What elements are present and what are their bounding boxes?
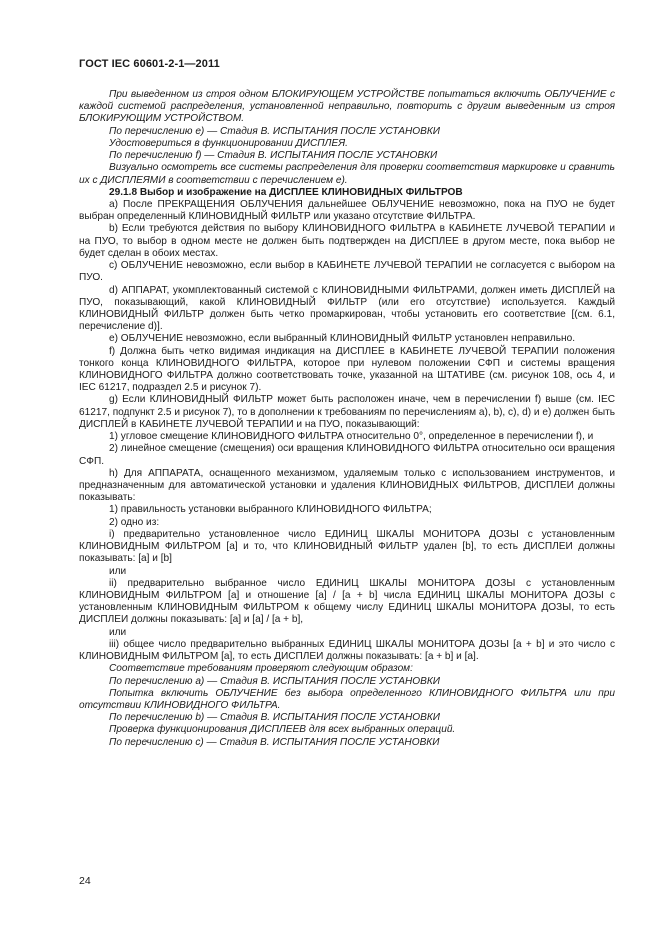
paragraph: 2) линейное смещение (смещения) оси вращения КЛИНОВИДНОГО ФИЛЬТРА относительно оси вращения СФП.: [79, 443, 615, 467]
paragraph: По перечислению f) — Стадия В. ИСПЫТАНИЯ ПОСЛЕ УСТАНОВКИ: [109, 150, 438, 162]
paragraph: или: [109, 626, 127, 638]
paragraph: 1) правильность установки выбранного КЛИНОВИДНОГО ФИЛЬТРА;: [109, 504, 432, 516]
paragraph: 1) угловое смещение КЛИНОВИДНОГО ФИЛЬТРА относительно 0°, определенное в перечислении f), и: [109, 431, 594, 443]
paragraph: h) Для АППАРАТА, оснащенного механизмом, удаляемым только с использованием инструментов, и предназначенным для автоматической установки и удаления КЛИНОВИДНЫХ ФИЛЬТРОВ, ДИСПЛЕИ должны показывать:: [79, 467, 615, 504]
paragraph: Попытка включить ОБЛУЧЕНИЕ без выбора определенного КЛИНОВИДНОГО ФИЛЬТРА или при отсутствии КЛИНОВИДНОГО ФИЛЬТРА.: [79, 687, 615, 711]
paragraph: Удостовериться в функционировании ДИСПЛЕЯ.: [109, 137, 348, 149]
document-header: ГОСТ IEC 60601-2-1—2011: [79, 58, 220, 70]
paragraph: Визуально осмотреть все системы распределения для проверки соответствия маркировке и сравнить их с ДИСПЛЕЯМИ в соответствии с перечислением e).: [79, 162, 615, 186]
paragraph: c) ОБЛУЧЕНИЕ невозможно, если выбор в КАБИНЕТЕ ЛУЧЕВОЙ ТЕРАПИИ не согласуется с выбором на ПУО.: [79, 260, 615, 284]
paragraph: ii) предварительно выбранное число ЕДИНИЦ ШКАЛЫ МОНИТОРА ДОЗЫ с установленным КЛИНОВИДНЫМ ФИЛЬТРОМ [a] и отношение [a] / [a + b] числа ЕДИНИЦ ШКАЛЫ МОНИТОРА ДОЗЫ с установленным КЛИНОВИДНЫМ ФИЛЬТРОМ к общему числу ЕДИНИЦ ШКАЛЫ МОНИТОРА ДОЗЫ, то есть ДИСПЛЕИ должны показывать: [a] и [a] / [a + b],: [79, 577, 615, 626]
paragraph: iii) общее число предварительно выбранных ЕДИНИЦ ШКАЛЫ МОНИТОРА ДОЗЫ [a + b] и это число с КЛИНОВИДНЫМ ФИЛЬТРОМ [a], то есть ДИСПЛЕИ должны показывать: [a + b] и [a].: [79, 638, 615, 663]
document-body: [79, 89, 615, 749]
paragraph: f) Должна быть четко видимая индикация на ДИСПЛЕЕ в КАБИНЕТЕ ЛУЧЕВОЙ ТЕРАПИИ положения тонкого конца КЛИНОВИДНОГО ФИЛЬТРА, которое при нулевом положении СФП и системы вращения КЛИНОВИДНОГО ФИЛЬТРА должно соответствовать точке, указанной на ШТАТИВЕ (см. рисунок 108, ось 4, и IEC 61217, подраздел 2.5 и рисунок 7).: [79, 345, 615, 394]
paragraph: Проверка функционирования ДИСПЛЕЕВ для всех выбранных операций.: [109, 724, 456, 736]
paragraph: По перечислению c) — Стадия В. ИСПЫТАНИЯ ПОСЛЕ УСТАНОВКИ: [109, 736, 440, 748]
paragraph: По перечислению b) — Стадия В. ИСПЫТАНИЯ ПОСЛЕ УСТАНОВКИ: [109, 712, 441, 724]
page-number: 24: [79, 875, 91, 887]
paragraph: d) АППАРАТ, укомплектованный системой с КЛИНОВИДНЫМИ ФИЛЬТРАМИ, должен иметь ДИСПЛЕЙ на ПУО, показывающий, какой КЛИНОВИДНЫЙ ФИЛЬТР (или его отсутствие) используется. Каждый КЛИНОВИДНЫЙ ФИЛЬТР должен быть четко промаркирован, чтобы установить его соответствие [(см. 6.1, перечисление d)].: [79, 284, 615, 333]
paragraph: b) Если требуются действия по выбору КЛИНОВИДНОГО ФИЛЬТРА в КАБИНЕТЕ ЛУЧЕВОЙ ТЕРАПИИ и на ПУО, то выбор в одном месте не должен быть подтвержден на ДИСПЛЕЕ в другом месте, пока выбор не будет сделан в обоих местах.: [79, 223, 615, 259]
paragraph: При выведенном из строя одном БЛОКИРУЮЩЕМ УСТРОЙСТВЕ попытаться включить ОБЛУЧЕНИЕ с каждой системой распределения, установленной неправильно, повторить с другим выведенным из строя БЛОКИРУЮЩИМ УСТРОЙСТВОМ.: [79, 89, 615, 125]
paragraph: e) ОБЛУЧЕНИЕ невозможно, если выбранный КЛИНОВИДНЫЙ ФИЛЬТР установлен неправильно.: [109, 333, 576, 345]
paragraph: По перечислению e) — Стадия В. ИСПЫТАНИЯ ПОСЛЕ УСТАНОВКИ: [109, 125, 441, 137]
paragraph: 2) одно из:: [109, 516, 160, 528]
paragraph: 29.1.8 Выбор и изображение на ДИСПЛЕЕ КЛИНОВИДНЫХ ФИЛЬТРОВ: [109, 186, 463, 198]
paragraph: i) предварительно установленное число ЕДИНИЦ ШКАЛЫ МОНИТОРА ДОЗЫ с установленным КЛИНОВИДНЫМ ФИЛЬТРОМ [a] и то, что КЛИНОВИДНЫЙ ФИЛЬТР удален [b], то есть ДИСПЛЕИ должны показывать: [a] и [b]: [79, 528, 615, 565]
paragraph: или: [109, 565, 127, 577]
paragraph: Соответствие требованиям проверяют следующим образом:: [109, 663, 413, 675]
paragraph: a) После ПРЕКРАЩЕНИЯ ОБЛУЧЕНИЯ дальнейшее ОБЛУЧЕНИЕ невозможно, пока на ПУО не будет выбран определенный КЛИНОВИДНЫЙ ФИЛЬТР или указано отсутствие ФИЛЬТРА.: [79, 198, 615, 223]
paragraph: По перечислению a) — Стадия В. ИСПЫТАНИЯ ПОСЛЕ УСТАНОВКИ: [109, 675, 441, 687]
paragraph: g) Если КЛИНОВИДНЫЙ ФИЛЬТР может быть расположен иначе, чем в перечислении f) выше (см. IEC 61217, подпункт 2.5 и рисунок 7), то в дополнении к требованиям по перечислениям a), b), c), d) и e) должен быть ДИСПЛЕЙ в КАБИНЕТЕ ЛУЧЕВОЙ ТЕРАПИИ и на ПУО, показывающий:: [79, 394, 615, 430]
